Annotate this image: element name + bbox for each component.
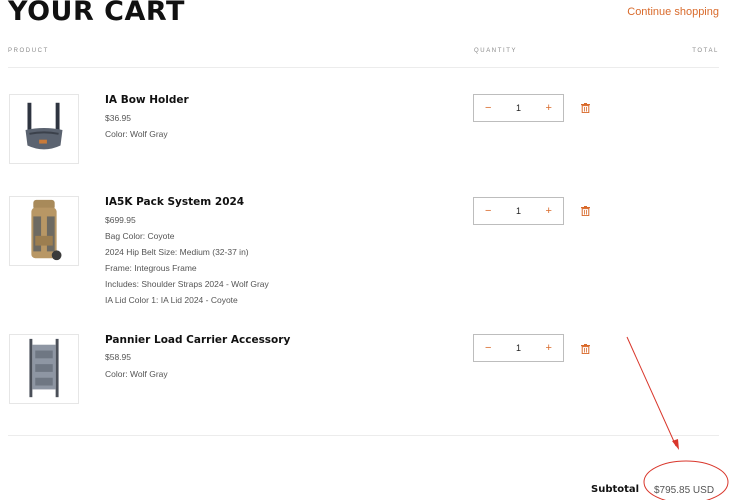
column-header-product: PRODUCT [8,48,49,54]
quantity-stepper [473,334,564,362]
item-option: IA Lid Color 1: IA Lid 2024 - Coyote [105,295,238,305]
page-title: YOUR CART [8,0,185,27]
item-name[interactable]: IA5K Pack System 2024 [105,196,245,208]
column-header-total: TOTAL [692,48,719,54]
trash-icon[interactable] [581,206,590,216]
increase-quantity-button[interactable]: + [545,205,552,217]
header-divider [8,67,719,68]
quantity-value[interactable]: 1 [515,343,521,353]
decrease-quantity-button[interactable]: − [485,102,492,114]
item-name[interactable]: IA Bow Holder [105,94,189,106]
annotation-arrowhead [672,439,679,450]
item-option: Bag Color: Coyote [105,231,175,241]
item-price: $58.95 [105,352,131,362]
item-option: Color: Wolf Gray [105,369,168,379]
annotation-arrow-line [627,337,676,446]
quantity-stepper [473,197,564,225]
quantity-value[interactable]: 1 [515,103,521,113]
items-divider [8,435,719,436]
subtotal-value: $795.85 USD [654,485,715,496]
quantity-value[interactable]: 1 [515,206,521,216]
decrease-quantity-button[interactable]: − [485,205,492,217]
item-name[interactable]: Pannier Load Carrier Accessory [105,334,291,346]
item-price: $699.95 [105,215,136,225]
pack-system-thumbnail[interactable] [9,196,79,266]
increase-quantity-button[interactable]: + [545,342,552,354]
decrease-quantity-button[interactable]: − [485,342,492,354]
bow-holder-thumbnail[interactable] [9,94,79,164]
item-price: $36.95 [105,113,131,123]
increase-quantity-button[interactable]: + [545,102,552,114]
column-header-quantity: QUANTITY [474,48,518,54]
item-option: 2024 Hip Belt Size: Medium (32-37 in) [105,247,249,257]
item-option: Color: Wolf Gray [105,129,168,139]
continue-shopping-link[interactable]: Continue shopping [627,6,719,18]
item-option: Includes: Shoulder Straps 2024 - Wolf Gray [105,279,269,289]
subtotal-label: Subtotal [591,484,640,495]
trash-icon[interactable] [581,344,590,354]
item-option: Frame: Integrous Frame [105,263,197,273]
pannier-thumbnail[interactable] [9,334,79,404]
trash-icon[interactable] [581,103,590,113]
quantity-stepper [473,94,564,122]
